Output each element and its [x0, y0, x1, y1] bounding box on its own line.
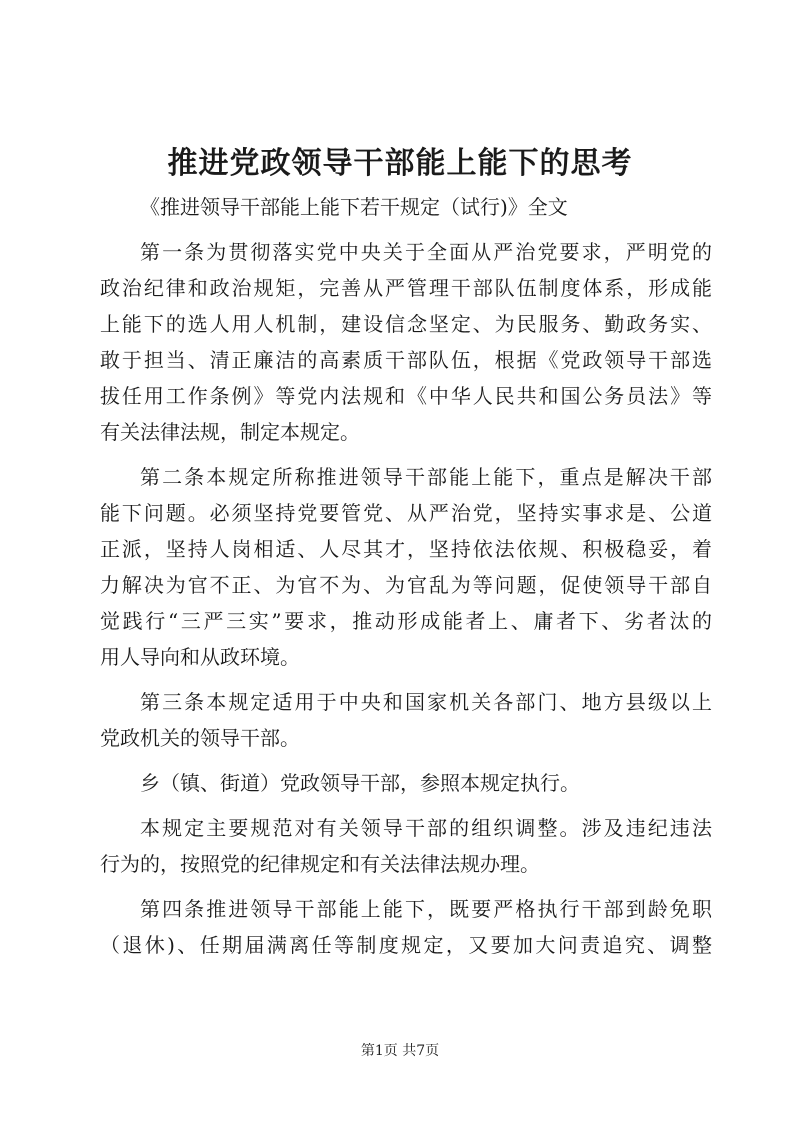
- paragraph-line: 《推进领导干部能上能下若干规定（试行)》全文: [140, 195, 568, 219]
- paragraph-line: 敢于担当、清正廉洁的高素质干部队伍，根据《党政领导干部选: [100, 348, 712, 372]
- paragraph-gap: [100, 675, 712, 684]
- paragraph: [100, 189, 712, 225]
- paragraph-line: 党政机关的领导干部。: [100, 726, 300, 750]
- paragraph-line: 觉践行“三严三实”要求，推动形成能者上、庸者下、劣者汰的: [100, 609, 712, 633]
- paragraph-line: 本规定主要规范对有关领导干部的组织调整。涉及违纪违法: [140, 816, 712, 840]
- paragraph-line: 第三条本规定适用于中央和国家机关各部门、地方县级以上: [140, 690, 712, 714]
- paragraph-gap: [100, 225, 712, 234]
- paragraph: [100, 765, 712, 801]
- document-body: [100, 189, 712, 963]
- page-footer: 第1页 共7页: [360, 1043, 440, 1059]
- paragraph-line: 用人导向和从政环境。: [100, 645, 300, 669]
- paragraph-gap: [100, 801, 712, 810]
- paragraph-line: 第二条本规定所称推进领导干部能上能下，重点是解决干部: [140, 465, 712, 489]
- paragraph-line: 第四条推进领导干部能上能下，既要严格执行干部到龄免职: [140, 897, 712, 921]
- paragraph-line: 拔任用工作条例》等党内法规和《中华人民共和国公务员法》等: [100, 384, 712, 408]
- paragraph: [100, 459, 712, 675]
- paragraph-gap: [100, 882, 712, 891]
- paragraph-gap: [100, 450, 712, 459]
- paragraph: [100, 810, 712, 882]
- paragraph-line: 政治纪律和政治规矩，完善从严管理干部队伍制度体系，形成能: [100, 276, 712, 300]
- document-title: 推进党政领导干部能上能下的思考: [167, 146, 633, 181]
- paragraph: [100, 234, 712, 450]
- paragraph-gap: [100, 756, 712, 765]
- paragraph: [100, 684, 712, 756]
- paragraph-line: 上能下的选人用人机制，建设信念坚定、为民服务、勤政务实、: [100, 312, 712, 336]
- paragraph: [100, 891, 712, 963]
- paragraph-line: 乡（镇、街道）党政领导干部，参照本规定执行。: [140, 771, 580, 795]
- paragraph-line: 能下问题。必须坚持党要管党、从严治党，坚持实事求是、公道: [100, 501, 712, 525]
- paragraph-line: （退休)、任期届满离任等制度规定，又要加大问责追究、调整: [100, 933, 712, 957]
- paragraph-line: 力解决为官不正、为官不为、为官乱为等问题，促使领导干部自: [100, 573, 712, 597]
- paragraph-line: 第一条为贯彻落实党中央关于全面从严治党要求，严明党的: [140, 240, 712, 264]
- paragraph-line: 有关法律法规，制定本规定。: [100, 420, 360, 444]
- paragraph-line: 行为的，按照党的纪律规定和有关法律法规办理。: [100, 852, 540, 876]
- paragraph-line: 正派，坚持人岗相适、人尽其才，坚持依法依规、积极稳妥，着: [100, 537, 712, 561]
